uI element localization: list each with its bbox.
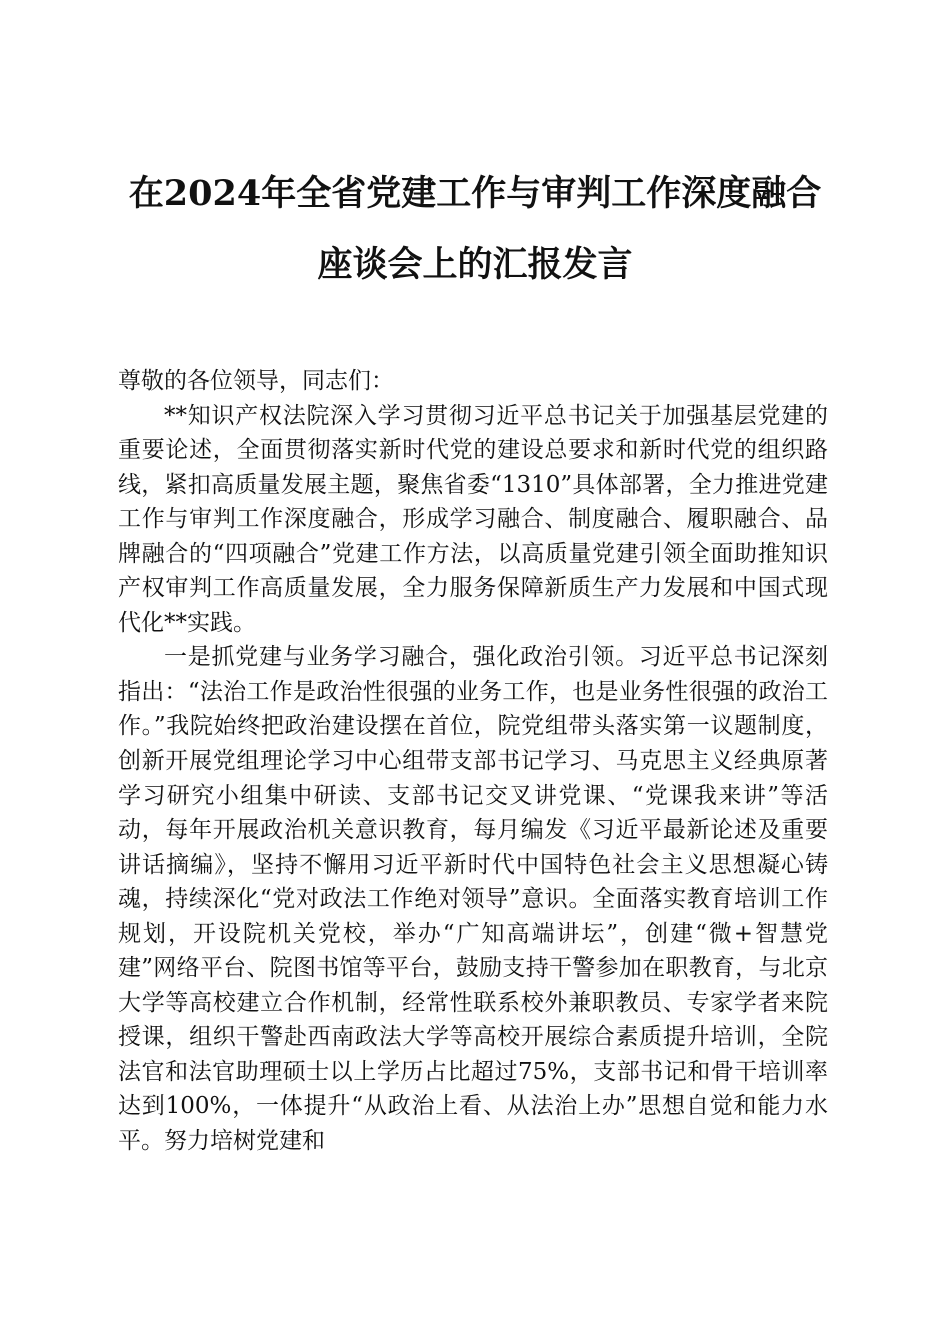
salutation: 尊敬的各位领导，同志们： xyxy=(118,368,394,394)
document-title-line-1: 在2024年全省党建工作与审判工作深度融合 xyxy=(128,173,822,214)
document-body xyxy=(118,364,828,1159)
paragraph-intro: **知识产权法院深入学习贯彻习近平总书记关于加强基层党建的重要论述，全面贯彻落实新时代党的建设总要求和新时代党的组织路线，紧扣高质量发展主题，聚焦省委“1310”具体部署，全力推进党建工作与审判工作深度融合，形成学习融合、制度融合、履职融合、品牌融合的“四项融合”党建工作方法，以高质量党建引领全面助推知识产权审判工作高质量发展，全力服务保障新质生产力发展和中国式现代化**实践。 xyxy=(118,402,828,636)
paragraph-learning-integration: 一是抓党建与业务学习融合，强化政治引领。习近平总书记深刻指出：“法治工作是政治性很强的业务工作，也是业务性很强的政治工作。”我院始终把政治建设摆在首位，院党组带头落实第一议题制度，创新开展党组理论学习中心组带支部书记学习、马克思主义经典原著学习研究小组集中研读、支部书记交叉讲党课、“党课我来讲”等活动，每年开展政治机关意识教育，每月编发《习近平最新论述及重要讲话摘编》，坚持不懈用习近平新时代中国特色社会主义思想凝心铸魂，持续深化“党对政法工作绝对领导”意识。全面落实教育培训工作规划，开设院机关党校，举办“广知高端讲坛”，创建“微+智慧党建”网络平台、院图书馆等平台，鼓励支持干警参加在职教育，与北京大学等高校建立合作机制，经常性联系校外兼职教员、专家学者来院授课，组织干警赴西南政法大学等高校开展综合素质提升培训，全院法官和法官助理硕士以上学历占比超过75%，支部书记和骨干培训率达到100%，一体提升“从政治上看、从法治上办”思想自觉和能力水平。努力培树党建和 xyxy=(118,644,828,1155)
document-title-line-2: 座谈会上的汇报发言 xyxy=(317,244,633,285)
